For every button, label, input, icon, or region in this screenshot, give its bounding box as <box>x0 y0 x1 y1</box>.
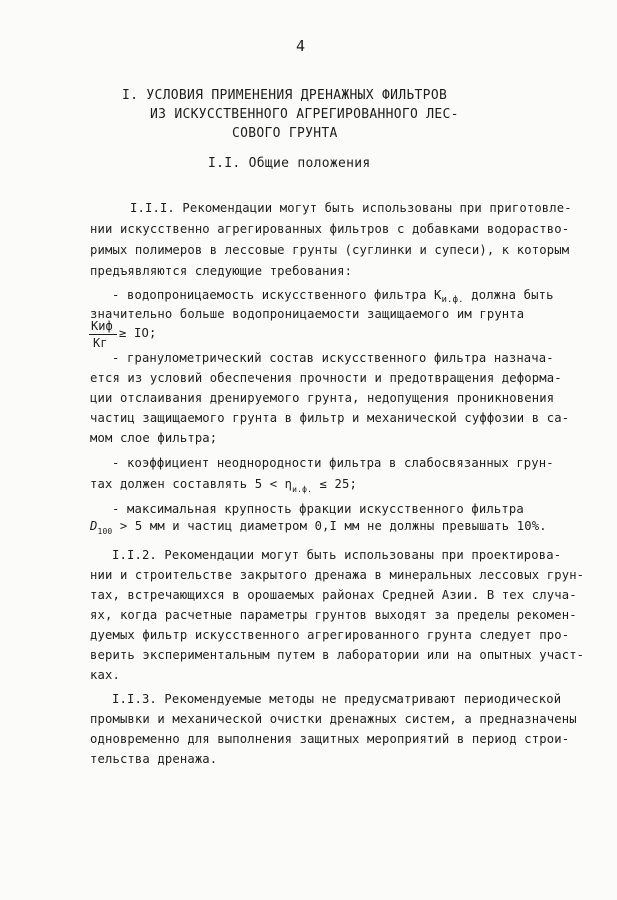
text-line: тах, встречающихся в орошаемых районах Средней Азии. В тех случа- <box>90 588 577 602</box>
heading-line-1: I. УСЛОВИЯ ПРИМЕНЕНИЯ ДРЕНАЖНЫХ ФИЛЬТРОВ <box>122 88 448 103</box>
subsection-heading: I.I. Общие положения <box>208 156 371 171</box>
text-line: ях, когда расчетные параметры грунтов выходят за пределы рекомен- <box>90 608 577 622</box>
text-line: мом слое фильтра; <box>90 431 218 445</box>
text-line: тах должен составлять $5 < \eta_{и.ф.} \le 25$; <box>90 477 357 494</box>
text-line: ции отслаивания дренируемого грунта, недопущения проникновения <box>90 391 555 405</box>
text-line: частиц защищаемого грунта в фильтр и механической суффозии в са- <box>90 411 570 425</box>
fraction-denominator: Кг <box>93 336 108 350</box>
text-line: - коэффициент неоднородности фильтра в слабосвязанных грун- <box>112 456 554 470</box>
text-line: $D_{100} > 5$ мм и частиц диаметром 0,I мм не должны превышать 10%. <box>90 519 547 536</box>
text-line: I.I.2. Рекомендации могут быть использованы при проектирова- <box>112 548 562 562</box>
text-line: - водопроницаемость искусственного фильтра $К_{и.ф.}$ должна быть <box>112 288 554 305</box>
text-line: римых полимеров в лессовые грунты (суглинки и супеси), к которым <box>90 243 570 257</box>
text-line: I.I.3. Рекомендуемые методы не предусматривают периодической <box>112 692 562 706</box>
text-line: - максимальная крупность фракции искусственного фильтра <box>112 502 524 516</box>
text-line: I.I.I. Рекомендации могут быть использованы при приготовле- <box>130 201 572 215</box>
text-line: дуемых фильтр искусственного агрегированного грунта следует про- <box>90 628 570 642</box>
fraction-numerator: Киф <box>91 319 113 333</box>
fraction-relation: ≥ IO; <box>119 326 157 340</box>
text-line: одновременно для выполнения защитных мероприятий в период строи- <box>90 732 570 746</box>
text-line: промывки и механической очистки дренажных систем, а предназначены <box>90 712 577 726</box>
text-line: ках. <box>90 668 120 682</box>
text-line: нии и строительстве закрытого дренажа в минеральных лессовых грун- <box>90 568 585 582</box>
fraction-bar <box>89 334 117 335</box>
text-line: предъявляются следующие требования: <box>90 264 353 278</box>
text-line: ется из условий обеспечения прочности и предотвращения деформа- <box>90 371 562 385</box>
text-line: - гранулометрический состав искусственного фильтра назнача- <box>112 351 554 365</box>
page-number: 4 <box>296 37 306 55</box>
text-line: нии искусственно агрегированных фильтров с добавками водораство- <box>90 222 570 236</box>
text-line: значительно больше водопроницаемости защищаемого им грунта <box>90 307 525 321</box>
text-line: верить экспериментальным путем в лаборатории или на опытных участ- <box>90 648 585 662</box>
text-line: тельства дренажа. <box>90 752 218 766</box>
heading-line-3: СОВОГО ГРУНТА <box>232 126 338 141</box>
heading-line-2: ИЗ ИСКУССТВЕННОГО АГРЕГИРОВАННОГО ЛЕС- <box>150 107 459 122</box>
